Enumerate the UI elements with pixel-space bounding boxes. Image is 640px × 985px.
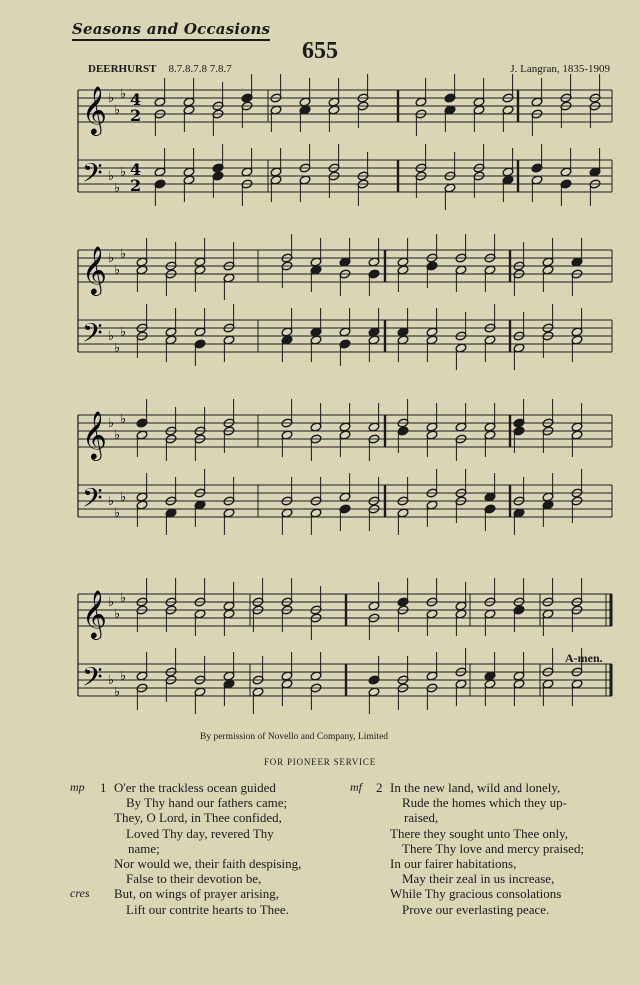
flat-icon: ♭	[120, 325, 127, 340]
verse-2	[350, 780, 612, 917]
flat-icon: ♭	[108, 673, 115, 688]
section-title: Seasons and Occasions	[72, 20, 270, 41]
hymn-number: 655	[302, 38, 338, 64]
flat-icon: ♭	[120, 87, 127, 102]
flat-icon: ♭	[120, 490, 127, 505]
dynamic-marking: mf	[350, 780, 362, 794]
flat-icon: ♭	[108, 91, 115, 106]
verse-line	[350, 795, 612, 810]
flat-icon: ♭	[120, 669, 127, 684]
bass-clef-icon: 𝄢	[82, 157, 103, 195]
time-signatures	[130, 90, 141, 195]
flat-icon: ♭	[120, 412, 127, 427]
flat-icon: ♭	[114, 181, 121, 196]
flat-icon: ♭	[108, 595, 115, 610]
verse-line	[350, 856, 612, 871]
verse-text: In the new land, wild and lonely,	[390, 780, 561, 795]
verse-text: They, O Lord, in Thee confided,	[114, 810, 282, 826]
flat-icon: ♭	[114, 607, 121, 622]
verse-text: Lift our contrite hearts to Thee.	[126, 901, 289, 917]
flat-icon: ♭	[114, 506, 121, 521]
verse-line	[350, 826, 612, 841]
flat-icon: ♭	[108, 329, 115, 344]
verse-line	[350, 902, 612, 917]
verse-text: May their zeal in us increase,	[402, 871, 555, 887]
verse-line	[350, 810, 612, 825]
treble-clef-icon: 𝄞	[82, 245, 107, 294]
verse-text: raised,	[404, 810, 439, 826]
verse-text: In our fairer habitations,	[390, 855, 517, 871]
amen-label: A-men.	[565, 651, 603, 665]
bass-clef-icon: 𝄢	[82, 482, 103, 520]
treble-clef-icon: 𝄞	[82, 589, 107, 638]
flat-icon: ♭	[114, 341, 121, 356]
occasion-heading: FOR PIONEER SERVICE	[264, 757, 376, 767]
flat-icon: ♭	[120, 165, 127, 180]
flat-icon: ♭	[114, 103, 121, 118]
verse-line	[70, 841, 342, 856]
bass-clef-icon: 𝄢	[82, 661, 103, 699]
flat-icon: ♭	[120, 591, 127, 606]
flat-icon: ♭	[108, 416, 115, 431]
flat-icon: ♭	[120, 247, 127, 262]
verse-1	[70, 780, 342, 917]
permission-note: By permission of Novello and Company, Limited	[200, 732, 389, 742]
flat-icon: ♭	[114, 685, 121, 700]
composer: J. Langran, 1835-1909	[510, 63, 610, 75]
flat-icon: ♭	[108, 251, 115, 266]
verse-line	[70, 902, 342, 917]
verse-line	[70, 780, 342, 795]
treble-clef-icon: 𝄞	[82, 410, 107, 459]
verse-line	[70, 886, 342, 901]
dynamic-marking: mp	[70, 780, 85, 794]
verse-line	[70, 871, 342, 886]
verse-line	[350, 780, 612, 795]
verse-line	[350, 886, 612, 901]
time-signature-top: 4	[130, 160, 142, 179]
verse-line	[70, 826, 342, 841]
verse-text: name;	[128, 840, 160, 856]
time-signature-bottom: 2	[130, 106, 142, 125]
verse-text: While Thy gracious consolations	[390, 886, 562, 902]
verse-text: Nor would we, their faith despising,	[114, 855, 302, 871]
time-signature-top: 4	[130, 90, 142, 109]
verse-text: Loved Thy day, revered Thy	[126, 825, 274, 841]
bass-clef-icon: 𝄢	[82, 317, 103, 355]
verse-line	[70, 810, 342, 825]
flat-icon: ♭	[114, 263, 121, 278]
verse-text: O'er the trackless ocean guided	[114, 780, 276, 795]
tune-name: DEERHURST	[88, 63, 157, 75]
verse-number: 2	[376, 780, 383, 795]
verse-text: There they sought unto Thee only,	[390, 825, 568, 841]
verse-text: But, on wings of prayer arising,	[114, 886, 280, 902]
verse-text: There Thy love and mercy praised;	[402, 840, 585, 856]
verse-line	[70, 795, 342, 810]
verse-number: 1	[100, 780, 107, 795]
verse-text: Rude the homes which they up-	[402, 795, 567, 811]
verse-text: By Thy hand our fathers came;	[126, 795, 288, 811]
verse-line	[70, 856, 342, 871]
verse-text: False to their devotion be,	[126, 871, 262, 887]
verse-text: Prove our everlasting peace.	[402, 901, 550, 917]
dynamic-marking: cres	[70, 886, 90, 901]
time-signature-bottom: 2	[130, 176, 142, 195]
meter: 8.7.8.7.8 7.8.7	[168, 63, 232, 75]
flat-icon: ♭	[108, 494, 115, 509]
flat-icon: ♭	[108, 169, 115, 184]
verse-line	[350, 871, 612, 886]
staff-lines	[78, 85, 612, 700]
flat-icon: ♭	[114, 428, 121, 443]
verse-line	[350, 841, 612, 856]
treble-clef-icon: 𝄞	[82, 85, 107, 134]
